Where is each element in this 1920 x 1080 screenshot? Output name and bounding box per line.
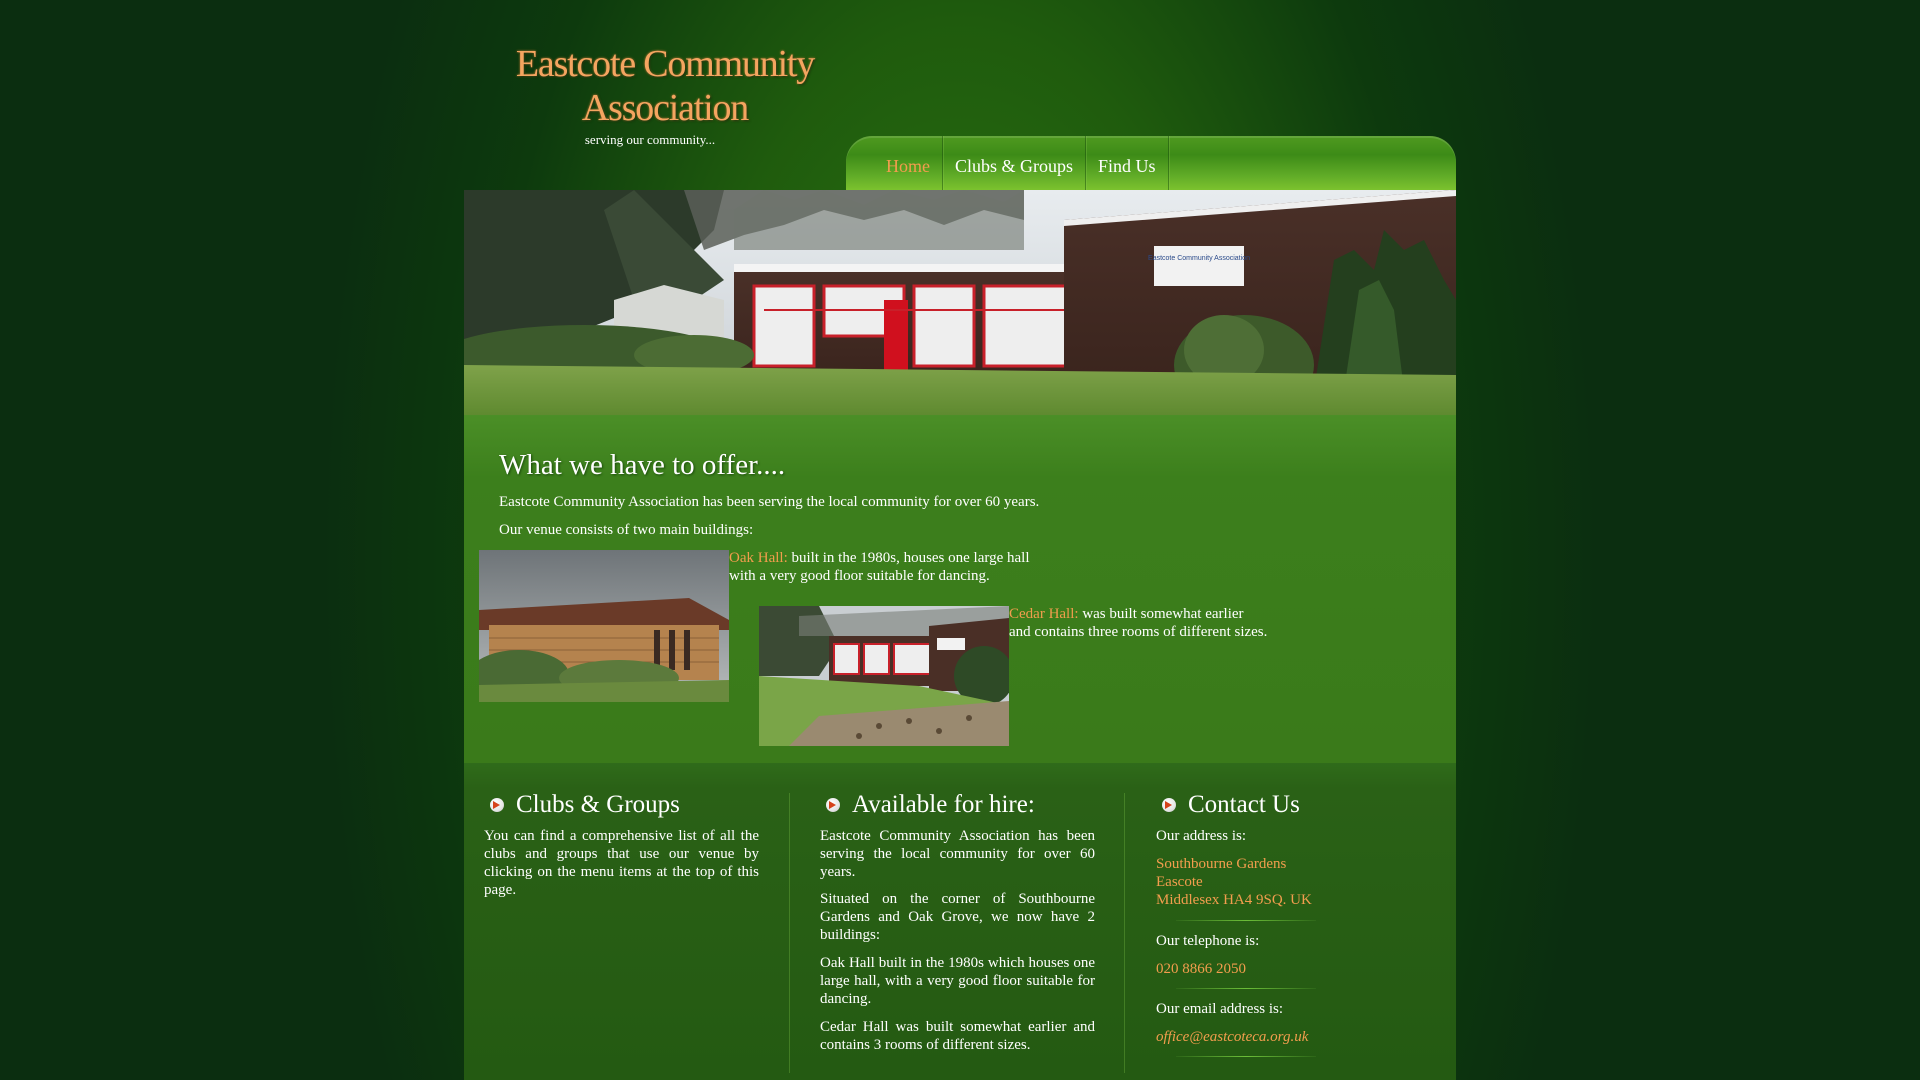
clubs-text: You can find a comprehensive list of all the clubs and groups that use our venue by clicking on the menu items at the top of this page. bbox=[484, 828, 759, 898]
cedar-hall-line2: and contains three rooms of different sizes. bbox=[1009, 624, 1268, 640]
phone-label: Our telephone is: bbox=[1156, 933, 1260, 949]
site-tagline: serving our community... bbox=[584, 132, 716, 147]
main-heading: What we have to offer.... bbox=[499, 449, 786, 481]
column-divider bbox=[789, 793, 790, 1073]
oak-hall-description bbox=[729, 549, 1069, 585]
address-line-1: Southbourne Gardens bbox=[1156, 856, 1287, 872]
banner-sign-text: Eastcote Community Association bbox=[1148, 255, 1250, 262]
address-line-2: Eascote bbox=[1156, 874, 1203, 890]
email-label: Our email address is: bbox=[1156, 1001, 1284, 1017]
site-title[interactable]: Eastcote Community Association bbox=[515, 43, 815, 129]
banner-photo bbox=[464, 190, 1456, 415]
oak-hall-photo bbox=[479, 550, 729, 702]
main-content bbox=[464, 415, 1456, 763]
clubs-heading-text: Clubs & Groups bbox=[516, 791, 680, 818]
hire-paragraph-3: Oak Hall built in the 1980s which houses one large hall, with a very good floor suitable for dancing. bbox=[820, 955, 1095, 1007]
footer-columns bbox=[464, 763, 1456, 1080]
hire-heading-text: Available for hire: bbox=[852, 791, 1035, 818]
main-navigation bbox=[846, 136, 1456, 190]
contact-divider bbox=[1176, 988, 1316, 989]
cedar-hall-line1: was built somewhat earlier bbox=[1078, 606, 1244, 622]
cedar-hall-name: Cedar Hall: bbox=[1009, 606, 1079, 622]
contact-heading bbox=[1156, 791, 1300, 819]
arrow-bullet-icon bbox=[1162, 798, 1176, 812]
intro-paragraph: Eastcote Community Association has been serving the local community for over 60 years. bbox=[499, 494, 1040, 510]
nav-item-home[interactable]: Home bbox=[874, 136, 943, 190]
contact-column bbox=[1156, 763, 1436, 1080]
hire-paragraph-4: Cedar Hall was built somewhat earlier and contains 3 rooms of different sizes. bbox=[820, 1019, 1095, 1053]
hire-heading bbox=[820, 791, 1035, 819]
hire-column bbox=[820, 763, 1095, 1080]
address-line-3: Middlesex HA4 9SQ. UK bbox=[1156, 892, 1312, 908]
oak-hall-name: Oak Hall: bbox=[729, 550, 788, 566]
email-link[interactable]: office@eastcoteca.org.uk bbox=[1156, 1029, 1309, 1045]
arrow-bullet-icon bbox=[826, 798, 840, 812]
venue-paragraph: Our venue consists of two main buildings: bbox=[499, 522, 754, 538]
contact-divider bbox=[1176, 1056, 1316, 1057]
clubs-heading bbox=[484, 791, 680, 819]
nav-item-find-us[interactable]: Find Us bbox=[1086, 136, 1169, 190]
cedar-hall-photo bbox=[759, 606, 1009, 746]
contact-heading-text: Contact Us bbox=[1188, 791, 1300, 818]
hire-paragraph-1: Eastcote Community Association has been serving the local community for over 60 years. bbox=[820, 828, 1095, 880]
clubs-column bbox=[484, 763, 759, 1080]
cedar-hall-description bbox=[1009, 605, 1369, 641]
arrow-bullet-icon bbox=[490, 798, 504, 812]
hire-paragraph-2: Situated on the corner of Southbourne Gardens and Oak Grove, we now have 2 buildings: bbox=[820, 891, 1095, 943]
phone-number[interactable]: 020 8866 2050 bbox=[1156, 961, 1246, 977]
address-label: Our address is: bbox=[1156, 828, 1246, 844]
column-divider bbox=[1124, 793, 1125, 1073]
oak-hall-line2: with a very good floor suitable for dancing. bbox=[729, 568, 990, 584]
oak-hall-line1: built in the 1980s, houses one large hall bbox=[787, 550, 1030, 566]
nav-list bbox=[874, 136, 1169, 190]
nav-item-clubs-groups[interactable]: Clubs & Groups bbox=[943, 136, 1086, 190]
contact-divider bbox=[1176, 920, 1316, 921]
